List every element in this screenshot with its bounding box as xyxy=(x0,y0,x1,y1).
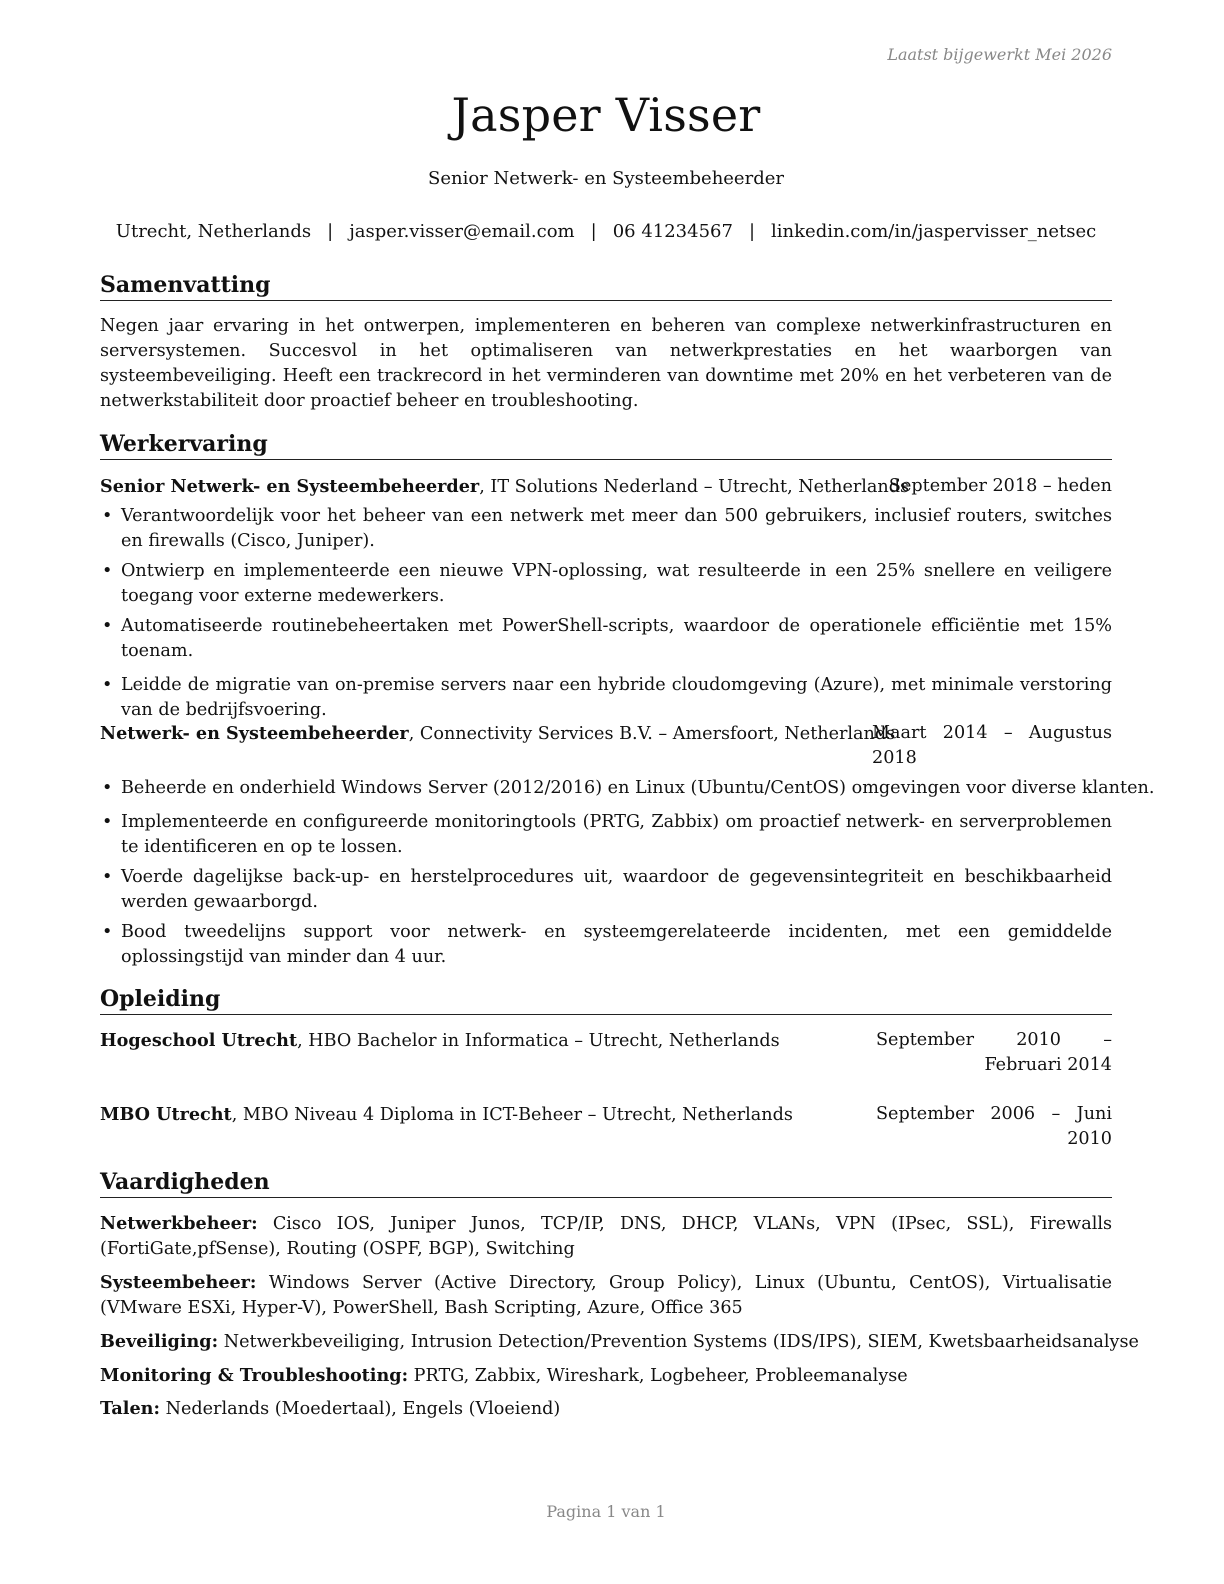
job-bullet: • Leidde de migratie van on-premise servers naar een hybride cloudomgeving (Azure), met minimale verstoring van de bedrijfsvoering. xyxy=(100,673,1112,723)
person-name: Jasper Visser xyxy=(451,88,761,142)
job-bullet: • Beheerde en onderhield Windows Server (2012/2016) en Linux (Ubuntu/CentOS) omgevingen voor diverse klanten. xyxy=(100,776,1112,801)
skill-row xyxy=(100,1396,1112,1422)
skill-label: Talen: xyxy=(100,1398,160,1419)
job-company: , Connectivity Services B.V. – Amersfoort, Netherlands xyxy=(408,724,896,744)
job-bullet-list xyxy=(100,504,1112,723)
section-heading-skills: Vaardigheden xyxy=(100,1168,1112,1198)
job-dates: September 2018 – heden xyxy=(888,476,1112,496)
last-updated-note: Laatst bijgewerkt Mei 2026 xyxy=(887,45,1112,64)
skill-label: Netwerkbeheer: xyxy=(100,1213,258,1234)
contact-linkedin[interactable]: linkedin.com/in/jaspervisser_netsec xyxy=(771,221,1097,242)
summary-text: Negen jaar ervaring in het ontwerpen, implementeren en beheren van complexe netwerkinfrastructuren en serversystemen. Succesvol in het optimaliseren van netwerkprestaties en het waarborgen van systeembeveiliging. Heeft een trackrecord in het verminderen van downtime met 20% en het verbeteren van de netwerkstabiliteit door proactief beheer en troubleshooting. xyxy=(100,316,1112,411)
education-detail: , HBO Bachelor in Informatica – Utrecht, Netherlands xyxy=(297,1031,780,1051)
job-title: Senior Netwerk- en Systeembeheerder xyxy=(428,168,784,189)
page-number: Pagina 1 van 1 xyxy=(546,1502,666,1521)
job-bullet: • Verantwoordelijk voor het beheer van een netwerk met meer dan 500 gebruikers, inclusief routers, switches en firewalls (Cisco, Juniper). xyxy=(100,504,1112,554)
skill-label: Beveiliging: xyxy=(100,1331,219,1352)
skill-value: Nederlands (Moedertaal), Engels (Vloeiend) xyxy=(159,1399,561,1419)
section-heading-education: Opleiding xyxy=(100,985,1112,1015)
skill-value: Windows Server (Active Directory, Group Policy), Linux (Ubuntu, CentOS), Virtualisatie (VMware ESXi, Hyper-V), PowerShell, Bash Scripting, Azure, Office 365 xyxy=(100,1273,1112,1318)
contact-phone: 06 41234567 xyxy=(612,221,733,242)
job-dates: Maart 2014 – Augustus 2018 xyxy=(872,723,1112,768)
education-detail: , MBO Niveau 4 Diploma in ICT-Beheer – Utrecht, Netherlands xyxy=(231,1105,793,1125)
skill-row xyxy=(100,1270,1112,1321)
contact-separator: | xyxy=(748,221,756,242)
skill-row xyxy=(100,1363,1112,1389)
education-dates: September 2006 – Juni 2010 xyxy=(876,1104,1112,1149)
job-role: Senior Netwerk- en Systeembeheerder xyxy=(100,476,480,497)
job-role: Netwerk- en Systeembeheerder xyxy=(100,723,409,744)
contact-separator: | xyxy=(590,221,597,242)
education-school: MBO Utrecht xyxy=(100,1104,232,1125)
skill-row xyxy=(100,1211,1112,1262)
job-bullet-list xyxy=(100,776,1155,970)
job-bullet: • Automatiseerde routinebeheertaken met PowerShell-scripts, waardoor de operationele efficiëntie met 15% toenam. xyxy=(100,614,1112,664)
skill-label: Systeembeheer: xyxy=(100,1272,257,1293)
job-bullet: • Implementeerde en configureerde monitoringtools (PRTG, Zabbix) om proactief netwerk- en serverproblemen te identificeren en op te lossen. xyxy=(100,810,1112,860)
skill-row xyxy=(100,1329,1139,1355)
contact-separator: | xyxy=(327,221,334,242)
job-bullet: • Bood tweedelijns support voor netwerk- en systeemgerelateerde incidenten, met een gemiddelde oplossingstijd van minder dan 4 uur. xyxy=(100,920,1112,970)
job-bullet: • Voerde dagelijkse back-up- en herstelprocedures uit, waardoor de gegevensintegriteit en beschikbaarheid werden gewaarborgd. xyxy=(100,865,1112,915)
contact-location: Utrecht, Netherlands xyxy=(115,221,312,242)
contact-line xyxy=(100,221,1112,242)
education-school: Hogeschool Utrecht xyxy=(100,1030,298,1051)
skill-value: PRTG, Zabbix, Wireshark, Logbeheer, Probleemanalyse xyxy=(408,1366,908,1386)
skill-label: Monitoring & Troubleshooting: xyxy=(100,1365,409,1386)
section-heading-experience: Werkervaring xyxy=(100,430,1112,460)
job-company: , IT Solutions Nederland – Utrecht, Netherlands xyxy=(479,477,910,497)
section-heading-summary: Samenvatting xyxy=(100,271,1112,301)
job-bullet: • Ontwierp en implementeerde een nieuwe VPN-oplossing, wat resulteerde in een 25% snellere en veiligere toegang voor externe medewerkers. xyxy=(100,559,1112,609)
skill-value: Cisco IOS, Juniper Junos, TCP/IP, DNS, DHCP, VLANs, VPN (IPsec, SSL), Firewalls (FortiGate,pfSense), Routing (OSPF, BGP), Switching xyxy=(100,1214,1112,1259)
education-dates: September 2010 – Februari 2014 xyxy=(876,1030,1112,1075)
contact-email[interactable]: jasper.visser@email.com xyxy=(349,221,575,242)
skill-value: Netwerkbeveiliging, Intrusion Detection/Prevention Systems (IDS/IPS), SIEM, Kwetsbaarheidsanalyse xyxy=(218,1332,1139,1352)
